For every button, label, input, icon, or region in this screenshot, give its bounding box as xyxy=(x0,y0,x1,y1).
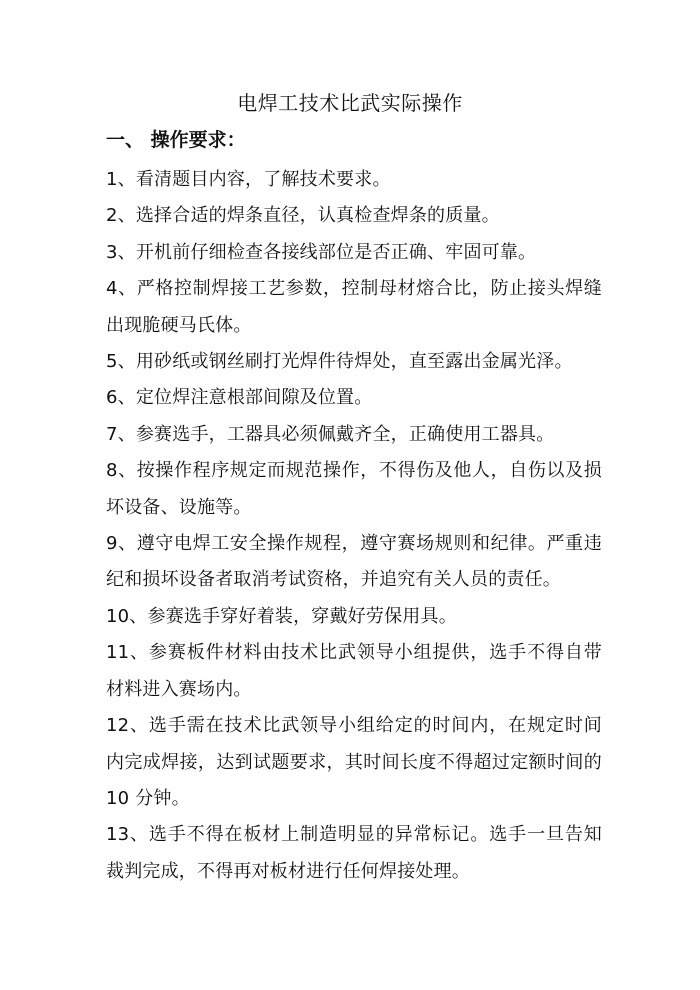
list-item: 10、参赛选手穿好着装，穿戴好劳保用具。 xyxy=(106,605,457,627)
list-item: 5、用砂纸或钢丝刷打光焊件待焊处，直至露出金属光泽。 xyxy=(106,351,573,373)
section-heading: 一、 操作要求： xyxy=(106,129,246,151)
list-item: 9、遵守电焊工安全操作规程，遵守赛场规则和纪律。严重违纪和损坏设备者取消考试资格，并追究有关人员的责任。 xyxy=(106,533,602,591)
list-item: 2、选择合适的焊条直径，认真检查焊条的质量。 xyxy=(106,205,500,227)
list-item: 4、严格控制焊接工艺参数，控制母材熔合比，防止接头焊缝出现脆硬马氏体。 xyxy=(106,278,602,336)
list-item: 8、按操作程序规定而规范操作，不得伤及他人，自伤以及损坏设备、设施等。 xyxy=(106,460,602,518)
requirements-list xyxy=(106,162,602,890)
list-item: 7、参赛选手，工器具必须佩戴齐全，正确使用工器具。 xyxy=(106,423,555,445)
list-item: 11、参赛板件材料由技术比武领导小组提供，选手不得自带材料进入赛场内。 xyxy=(106,642,602,700)
list-item: 6、定位焊注意根部间隙及位置。 xyxy=(106,387,373,409)
list-item: 12、选手需在技术比武领导小组给定的时间内，在规定时间内完成焊接，达到试题要求，其时间长度不得超过定额时间的 10 分钟。 xyxy=(106,715,602,809)
document-title: 电焊工技术比武实际操作 xyxy=(237,91,463,115)
list-item: 1、看清题目内容，了解技术要求。 xyxy=(106,169,391,190)
list-item: 3、开机前仔细检查各接线部位是否正确、牢固可靠。 xyxy=(106,241,537,263)
list-item: 13、选手不得在板材上制造明显的异常标记。选手一旦告知裁判完成，不得再对板材进行任何焊接处理。 xyxy=(106,824,602,882)
